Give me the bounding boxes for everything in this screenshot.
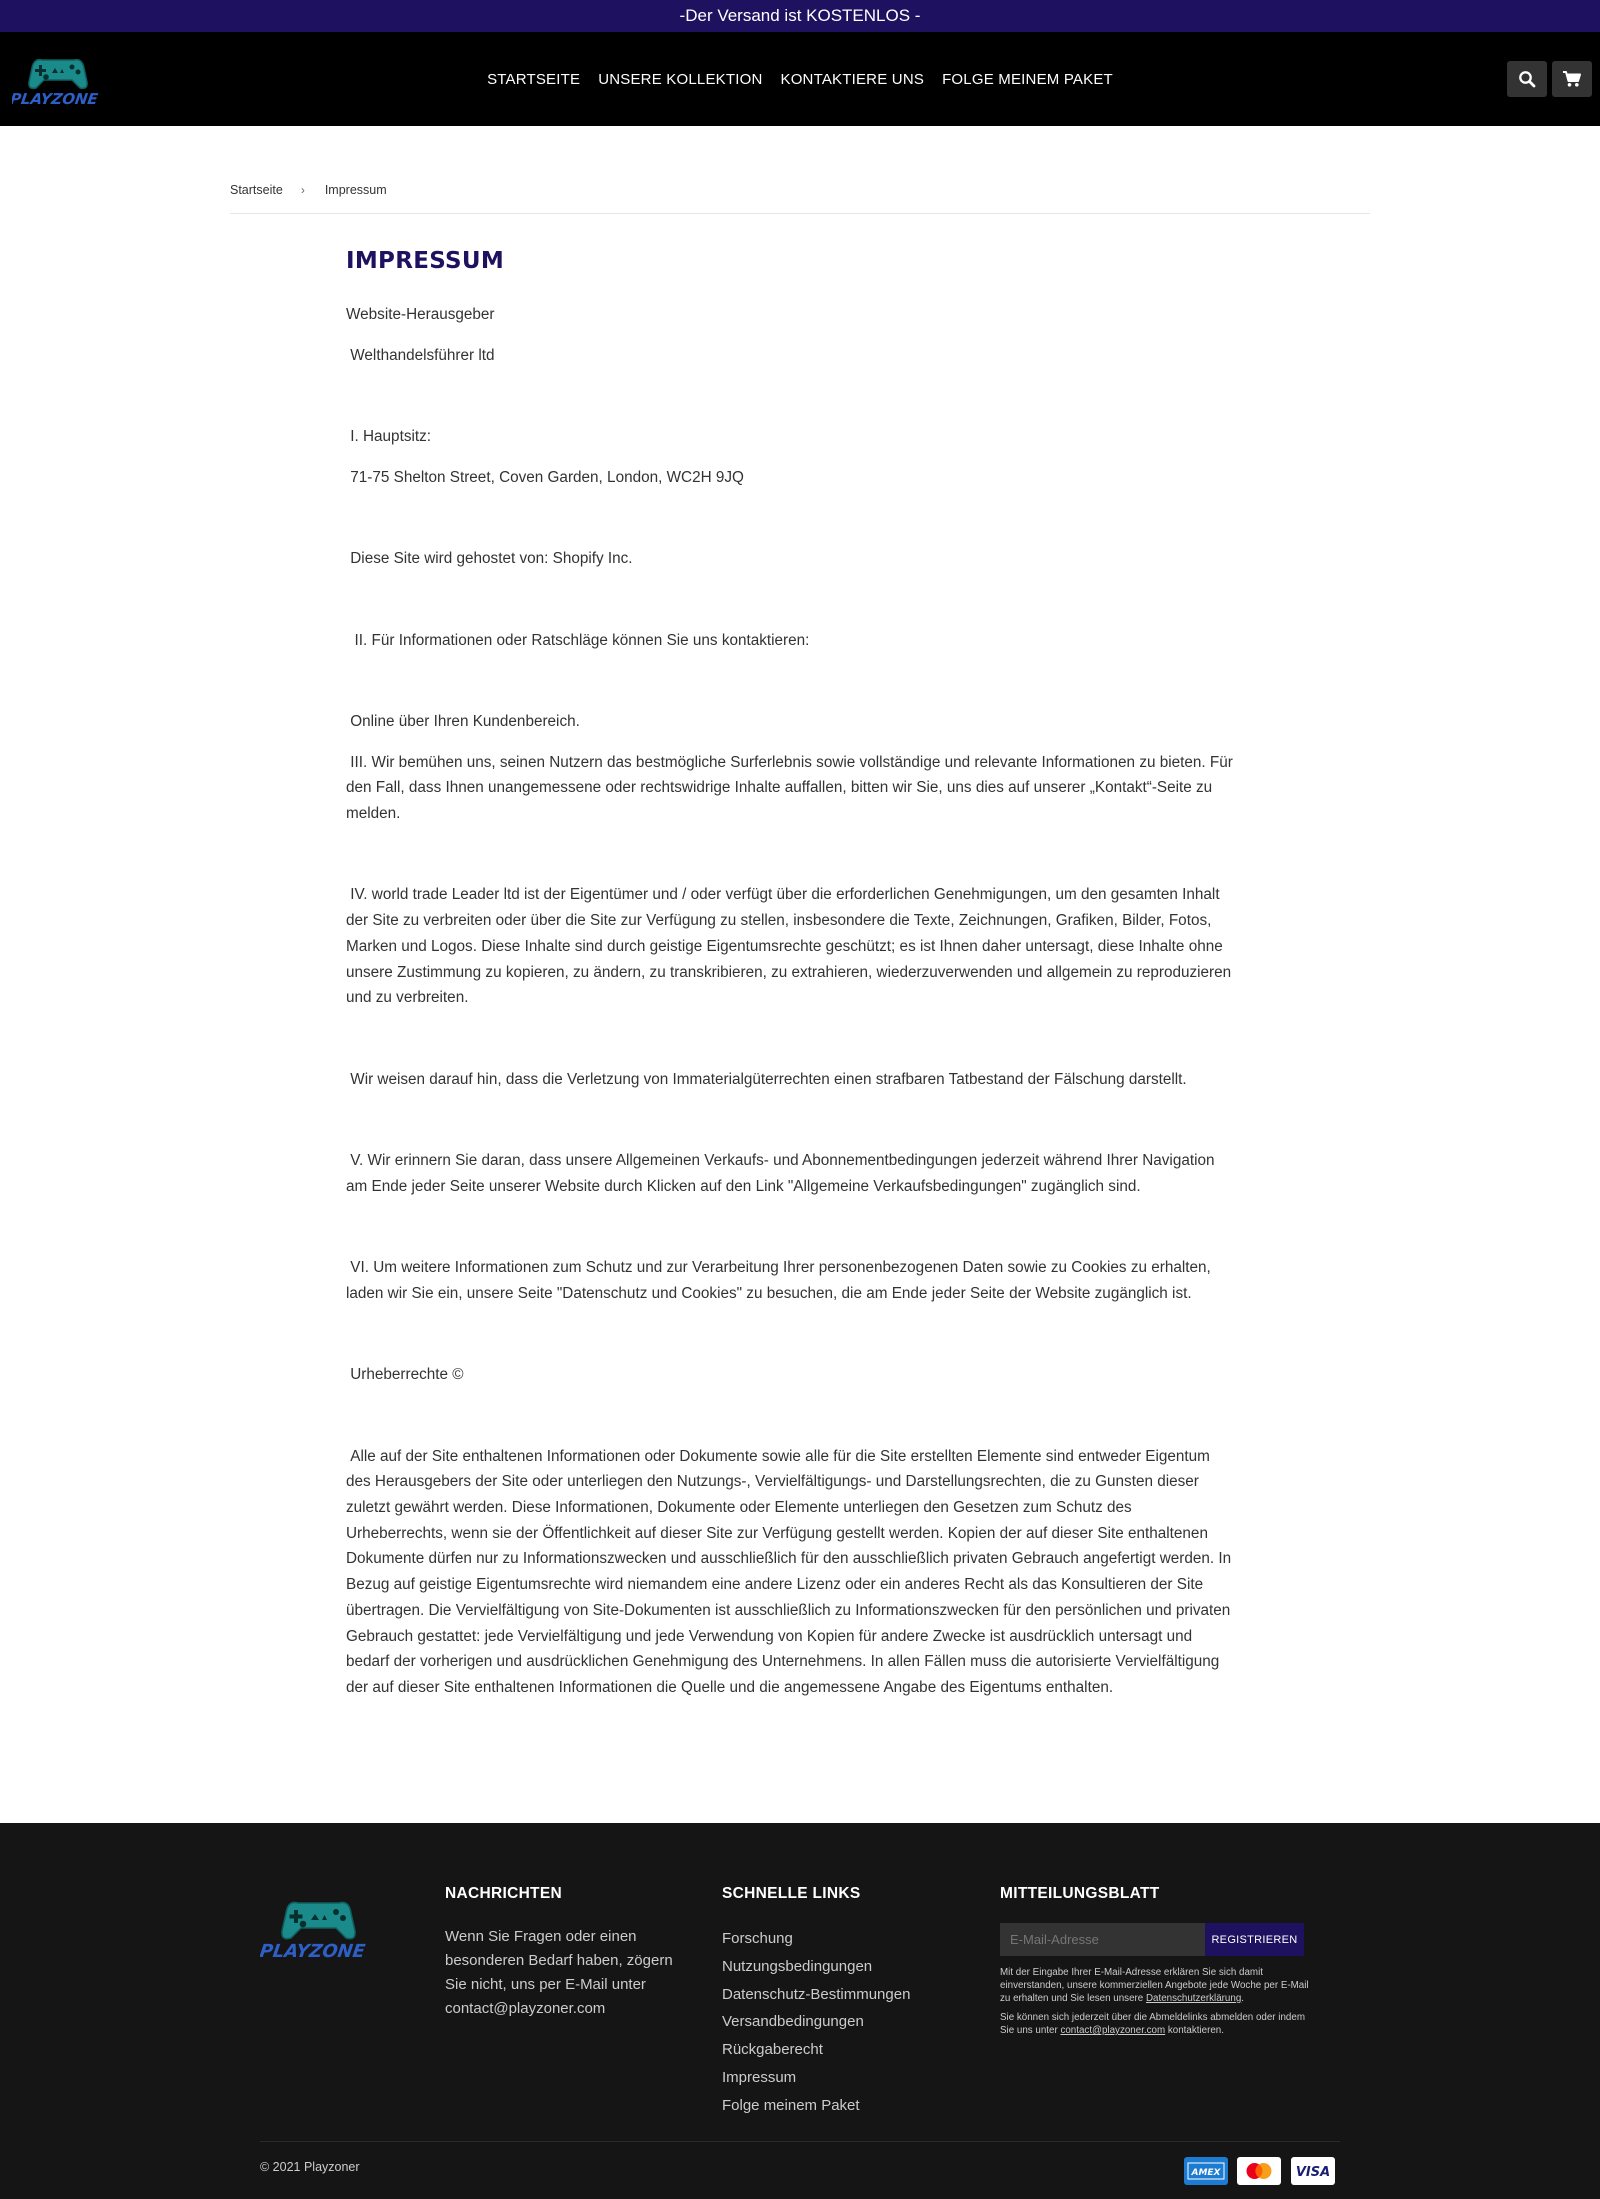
cart-icon: [1562, 70, 1582, 88]
spacer-line: [346, 1322, 1236, 1348]
spacer-line: [346, 506, 1236, 532]
footer-news-text: Wenn Sie Fragen oder einen besonderen Bedarf haben, zögern Sie nicht, uns per E-Mail unter contact@playzoner.com: [445, 1928, 673, 2017]
footer-news-heading: NACHRICHTEN: [445, 1885, 562, 1902]
amex-icon: [1184, 2157, 1228, 2185]
nav-kontaktiere-uns[interactable]: KONTAKTIERE UNS: [780, 70, 925, 88]
mastercard-icon: [1237, 2157, 1281, 2185]
legal-text: [346, 302, 1236, 1701]
legal-paragraph: Online über Ihren Kundenbereich.: [346, 712, 580, 730]
breadcrumb-current: Impressum: [324, 183, 387, 197]
page-title: IMPRESSUM: [346, 248, 505, 274]
legal-paragraph: VI. Um weitere Informationen zum Schutz und zur Verarbeitung Ihrer personenbezogenen Daten sowie zu Cookies zu erhalten, laden wir Sie ein, unsere Seite "Datenschutz und Cookies" zu besuchen, die am Ende jeder Seite der Website zugänglich ist.: [346, 1259, 1216, 1302]
spacer-line: [346, 842, 1236, 868]
newsletter-register-button[interactable]: REGISTRIEREN: [1205, 1923, 1304, 1956]
footer-quick-links: [722, 1885, 910, 2120]
gamepad-icon: [282, 1902, 355, 1938]
newsletter-form: [1000, 1923, 1320, 1956]
legal-paragraph: Urheberrechte ©: [346, 1366, 464, 1384]
site-footer: [0, 1823, 1600, 2199]
footer-logo[interactable]: [260, 1883, 385, 1968]
breadcrumb-separator: ›: [300, 183, 305, 197]
svg-text:VISA: VISA: [1295, 2165, 1331, 2180]
legal-paragraph: Website-Herausgeber: [346, 306, 495, 323]
footer-links-heading: SCHNELLE LINKS: [722, 1885, 861, 1902]
breadcrumb: [230, 183, 387, 197]
search-button[interactable]: [1507, 61, 1547, 97]
newsletter-unsubscribe-text: Sie können sich jederzeit über die Abmeldelinks abmelden oder indem Sie uns unter contact@playzoner.com kontaktieren.: [1000, 2012, 1305, 2036]
divider: [230, 213, 1370, 214]
privacy-link[interactable]: Datenschutzerklärung: [1145, 1993, 1242, 2004]
announcement-text: -Der Versand ist KOSTENLOS -: [679, 6, 921, 25]
nav-unsere-kollektion[interactable]: UNSERE KOLLEKTION: [598, 70, 763, 88]
footer-newsletter-heading: MITTEILUNGSBLATT: [1000, 1885, 1160, 1902]
visa-icon: [1291, 2157, 1335, 2185]
footer-divider: [260, 2141, 1340, 2142]
contact-email-link[interactable]: contact@playzoner.com: [1060, 2025, 1166, 2036]
legal-paragraph: Diese Site wird gehostet von: Shopify Inc.: [346, 550, 633, 568]
spacer-line: [346, 668, 1236, 694]
footer-link-impressum[interactable]: Impressum: [722, 2068, 797, 2086]
footer-link-datenschutz[interactable]: Datenschutz-Bestimmungen: [722, 1985, 911, 2003]
footer-link-folge-meinem-paket[interactable]: Folge meinem Paket: [722, 2096, 860, 2114]
spacer-line: [346, 383, 1236, 409]
logo-wordmark: PLAYZONE: [12, 90, 100, 108]
legal-paragraph: I. Hauptsitz:: [346, 428, 432, 446]
newsletter-email-input[interactable]: [1000, 1923, 1205, 1956]
footer-link-forschung[interactable]: Forschung: [722, 1930, 793, 1947]
copyright: © 2021 Playzoner: [260, 2160, 360, 2174]
newsletter-consent-text: Mit der Eingabe Ihrer E-Mail-Adresse erklären Sie sich damit einverstanden, unsere kommerziellen Angebote jede Woche per E-Mail zu erhalten und Sie lesen unsere Datenschutzerklärung.: [1000, 1967, 1309, 2004]
nav-startseite[interactable]: STARTSEITE: [487, 70, 581, 88]
footer-link-versandbedingungen[interactable]: Versandbedingungen: [722, 2013, 864, 2031]
legal-paragraph: III. Wir bemühen uns, seinen Nutzern das bestmögliche Surferlebnis sowie vollständige und relevante Informationen zu bieten. Für den Fall, dass Ihnen unangemessene oder rechtswidrige Inhalte auffallen, bitten wir Sie, uns dies auf unserer „Kontakt“-Seite zu melden.: [346, 753, 1238, 823]
legal-paragraph: Wir weisen darauf hin, dass die Verletzung von Immaterialgüterrechten einen strafbaren Tatbestand der Fälschung darstellt.: [346, 1070, 1187, 1088]
spacer-line: [346, 1214, 1236, 1240]
legal-paragraph: Alle auf der Site enthaltenen Informationen oder Dokumente sowie alle für die Site erstellten Elemente sind entweder Eigentum des Herausgebers der Site oder unterliegen den Nutzungs-, Vervielfältigungs- und Darstellungsrechten, die zu Gunsten dieser zuletzt gewährt werden. Diese Informationen, Dokumente oder Elemente unterliegen den Gesetzen zum Schutz des Urheberrechts, wenn sie der Öffentlichkeit auf dieser Site zur Verfügung gestellt werden. Kopien der auf dieser Site enthaltenen Dokumente dürfen nur zu Informationszwecken und ausschließlich für den ausschließlich privaten Gebrauch angefertigt werden. In Bezug auf geistige Eigentumsrechte wird niemandem eine andere Lizenz oder ein anderes Recht als das Konsultieren der Site übertragen. Die Vervielfältigung von Site-Dokumenten ist ausschließlich zu Informationszwecken für den persönlichen und privaten Gebrauch gestattet: jede Vervielfältigung und jede Verwendung von Kopien für andere Zwecke ist ausdrücklich untersagt und bedarf der vorherigen und ausdrücklichen Genehmigung des Unternehmens. In allen Fällen muss die autorisierte Vervielfältigung der auf dieser Site enthaltenen Informationen die Quelle und die angemessene Angabe des Eigentums enthalten.: [346, 1447, 1236, 1696]
legal-paragraph: 71-75 Shelton Street, Coven Garden, London, WC2H 9JQ: [346, 468, 744, 486]
announcement-bar: [0, 0, 1600, 32]
breadcrumb-home[interactable]: Startseite: [230, 183, 283, 197]
footer-link-nutzungsbedingungen[interactable]: Nutzungsbedingungen: [722, 1957, 873, 1975]
legal-paragraph: V. Wir erinnern Sie daran, dass unsere Allgemeinen Verkaufs- und Abonnementbedingungen jederzeit während Ihrer Navigation am Ende jeder Seite unserer Website durch Klicken auf den Link "Allgemeine Verkaufsbedingungen" zugänglich sind.: [346, 1152, 1219, 1195]
footer-logo-wordmark: PLAYZONE: [260, 1941, 367, 1962]
main-nav: [0, 32, 1600, 126]
spacer-line: [346, 1026, 1236, 1052]
page-content: [346, 242, 1236, 1716]
site-header: [0, 32, 1600, 126]
legal-paragraph: II. Für Informationen oder Ratschläge können Sie uns kontaktieren:: [346, 631, 810, 649]
nav-folge-meinem-paket[interactable]: FOLGE MEINEM PAKET: [942, 70, 1113, 88]
legal-paragraph: Welthandelsführer ltd: [346, 346, 495, 364]
footer-link-rueckgaberecht[interactable]: Rückgaberecht: [722, 2041, 823, 2059]
cart-button[interactable]: [1552, 61, 1592, 97]
spacer-line: [346, 587, 1236, 613]
footer-news: [445, 1885, 675, 2021]
spacer-line: [346, 1403, 1236, 1429]
search-icon: [1518, 70, 1536, 88]
spacer-line: [346, 1107, 1236, 1133]
footer-newsletter: [1000, 1885, 1320, 2037]
legal-paragraph: IV. world trade Leader ltd ist der Eigentümer und / oder verfügt über die erforderlichen Genehmigungen, um den gesamten Inhalt der Site zu verbreiten oder über die Site zur Verfügung zu stellen, insbesondere die Texte, Zeichnungen, Grafiken, Bilder, Fotos, Marken und Logos. Diese Inhalte sind durch geistige Eigentumsrechte geschützt; es ist Ihnen daher untersagt, diese Inhalte ohne unsere Zustimmung zu kopieren, zu ändern, zu transkribieren, zu extrahieren, wiederzuverwenden und allgemein zu reproduzieren und zu verbreiten.: [346, 886, 1236, 1007]
svg-text:AMEX: AMEX: [1191, 2168, 1221, 2178]
